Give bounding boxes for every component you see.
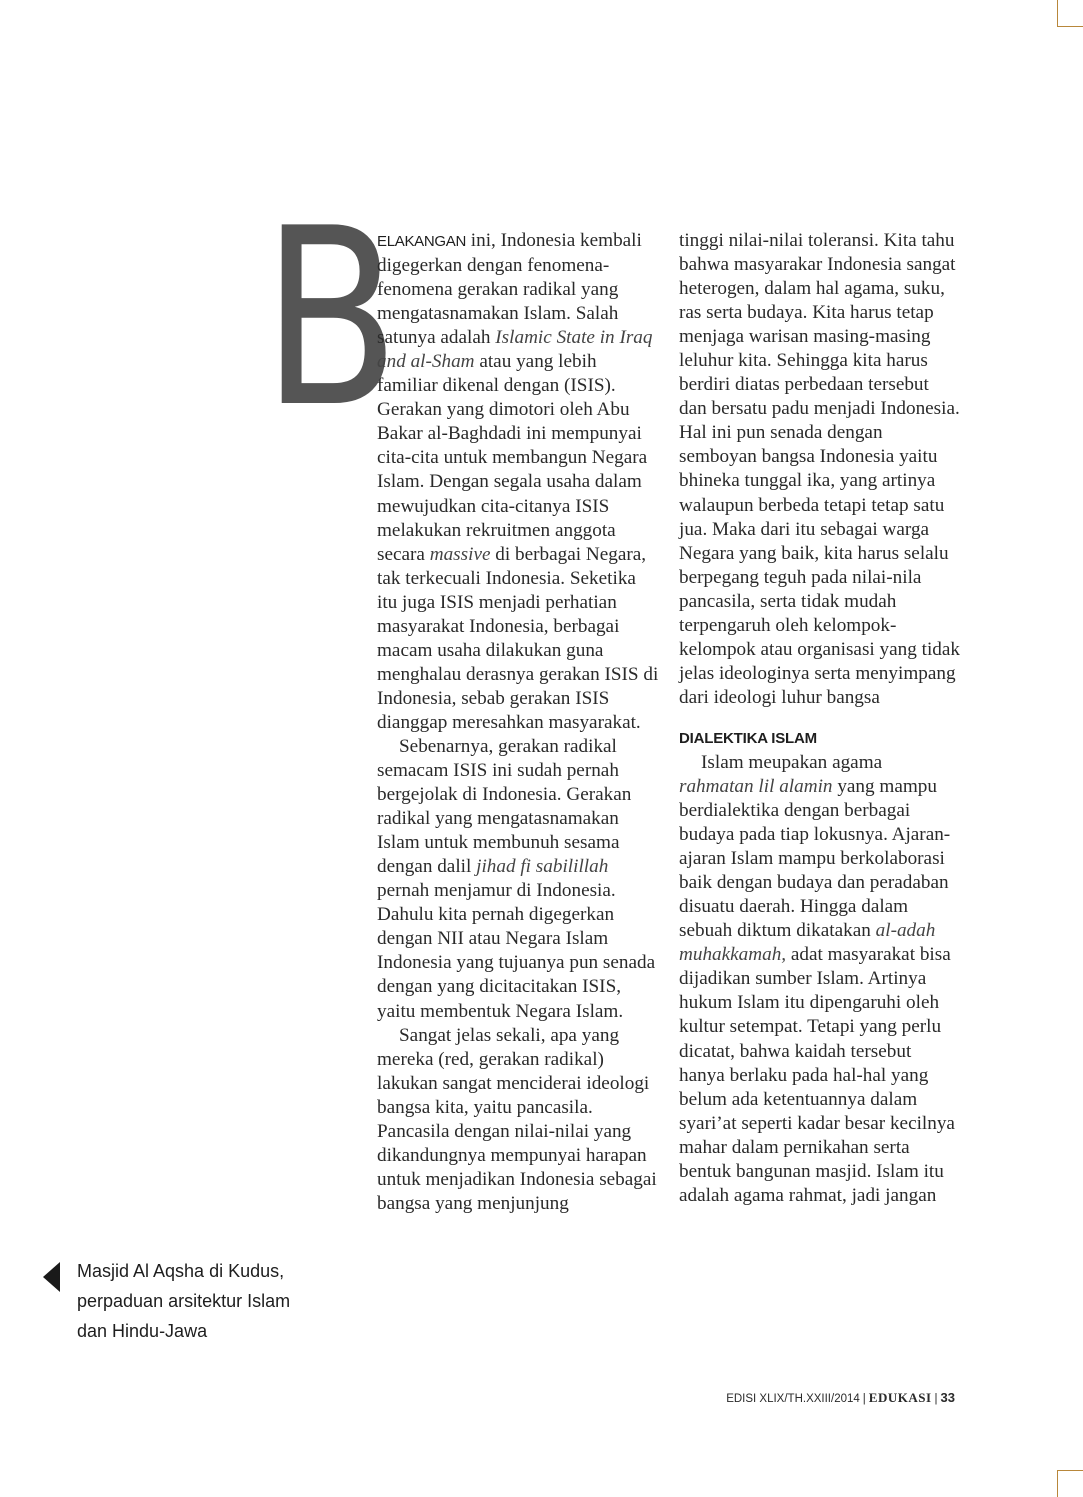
paragraph-3: Sangat jelas sekali, apa yang mereka (red, gerakan radikal) lakukan sangat menciderai ideologi bangsa kita, yaitu pancasila. Pancasila dengan nilai-nilai yang dikandungnya mempunyai harapan untuk menjadikan Indonesia sebagai bangsa yang menjunjung [377,1024,657,1214]
caption-line: Masjid Al Aqsha di Kudus, [77,1261,285,1281]
photo-caption [77,1256,317,1346]
article-column-left [377,229,659,1216]
caption-pointer-icon [43,1262,60,1292]
footer-separator: | [934,1393,938,1405]
italic-term: Islamic State in Iraq and al-Sham [377,327,653,373]
magazine-name: EDUKASI [868,1390,932,1405]
article-column-right [679,229,961,1208]
lead-word: ELAKANGAN [377,233,466,250]
section-heading: DIALEKTIKA ISLAM [679,729,817,747]
edition-label: EDISI XLIX/TH.XXIII/2014 [726,1393,860,1405]
crop-mark-top [1057,0,1083,27]
italic-term: jihad fi sabilillah [476,856,609,878]
caption-line: perpaduan arsitektur Islam [77,1291,291,1311]
italic-term: massive [429,543,491,565]
paragraph-4: tinggi nilai-nilai toleransi. Kita tahu bahwa masyarakar Indonesia sangat heterogen, dalam hal agama, suku, ras serta budaya. Kita harus tetap menjaga warisan masing-masing leluhur kita. Sehingga kita harus berdiri diatas perbedaan tersebut dan bersatu padu menjadi Indonesia. Hal ini pun senada dengan semboyan bangsa Indonesia yaitu bhineka tunggal ika, yang artinya walaupun berbeda tetapi tetap satu jua. Maka dari itu sebagai warga Negara yang baik, kita harus selalu berpegang teguh pada nilai-nila pancasila, serta tidak mudah terpengaruh oleh kelompok-kelompok atau organisasi yang tidak jelas ideologinya serta menyimpang dari ideologi luhur bangsa [679,230,961,708]
paragraph-1: ELAKANGAN ini, Indonesia kembali digegerkan dengan fenomena-fenomena gerakan radikal yang mengatasnamakan Islam. Salah satunya adalah Islamic State in Iraq and al-Sham atau yang lebih familiar dikenal dengan (ISIS). Gerakan yang dimotori oleh Abu Bakar al-Baghdadi ini mempunyai cita-cita untuk membangun Negara Islam. Dengan segala usaha dalam mewujudkan cita-citanya ISIS melakukan rekruitmen anggota secara massive di berbagai Negara, tak terkecuali Indonesia. Seketika itu juga ISIS menjadi perhatian masyarakat Indonesia, berbagai macam usaha dilakukan guna menghalau derasnya gerakan ISIS di Indonesia, sebab gerakan ISIS dianggap meresahkan masyarakat. [377,230,659,733]
crop-mark-bottom [1057,1470,1083,1497]
paragraph-2: Sebenarnya, gerakan radikal semacam ISIS ini sudah pernah bergejolak di Indonesia. Gerakan radikal yang mengatasnamakan Islam untuk membunuh sesama dengan dalil jihad fi sabilillah pernah menjamur di Indonesia. Dahulu kita pernah digegerkan dengan NII atau Negara Islam Indonesia yang tujuanya pun senada dengan yang dicitacitakan ISIS, yaitu membentuk Negara Islam. [377,735,656,1022]
italic-term: rahmatan lil alamin [679,775,833,797]
caption-line: dan Hindu-Jawa [77,1321,208,1341]
page-footer [700,1389,955,1408]
paragraph-5: Islam meupakan agama rahmatan lil alamin yang mampu berdialektika dengan berbagai budaya pada tiap lokusnya. Ajaran-ajaran Islam mampu berkolaborasi baik dengan budaya dan peradaban disuatu daerah. Hingga dalam sebuah diktum dikatakan al-adah muhakkamah, adat masyarakat bisa dijadikan sumber Islam. Artinya hukum Islam itu dipengaruhi oleh kultur setempat. Tetapi yang perlu dicatat, bahwa kaidah tersebut hanya berlaku pada hal-hal yang belum ada ketentuannya dalam syari’at seperti kadar besar kecilnya mahar dalam pernikahan serta bentuk bangunan masjid. Islam itu adalah agama rahmat, jadi jangan [679,751,955,1206]
page-number: 33 [940,1390,955,1405]
drop-cap: B [262,176,397,461]
italic-term: al-adah muhakkamah, [679,920,936,966]
footer-separator: | [862,1393,866,1405]
